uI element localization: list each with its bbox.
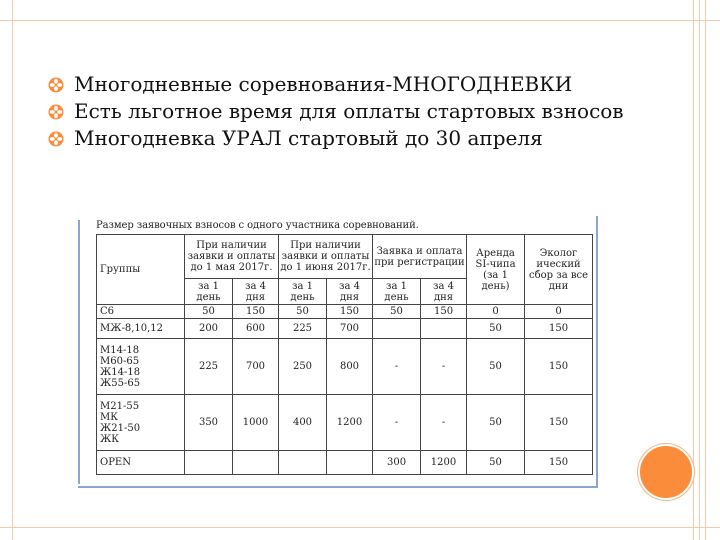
fees-table xyxy=(96,234,593,475)
header-period-may: При наличии заявки и оплаты до 1 мая 2017г. xyxy=(185,235,279,279)
cell-value: 300 xyxy=(373,451,421,475)
frame-line-top xyxy=(0,20,720,21)
bullet-text: Многодневка УРАЛ стартовый до 30 апреля xyxy=(74,126,543,150)
table-left-bar xyxy=(78,220,80,484)
cell-value: 50 xyxy=(279,305,327,319)
subheader-day1: за 1 день xyxy=(185,279,233,305)
table-row xyxy=(97,395,593,451)
cell-value: 50 xyxy=(467,319,525,339)
subheader-day1: за 1 день xyxy=(279,279,327,305)
cell-value: 50 xyxy=(185,305,233,319)
table-row xyxy=(97,451,593,475)
cell-value: 225 xyxy=(279,319,327,339)
cell-value: 250 xyxy=(279,339,327,395)
table-row xyxy=(97,305,593,319)
header-period-registration: Заявка и оплата при регистрации xyxy=(373,235,467,279)
cell-value: 1200 xyxy=(421,451,467,475)
cell-value: 700 xyxy=(327,319,373,339)
cell-value xyxy=(373,319,421,339)
frame-line-right-2 xyxy=(699,0,700,540)
cell-value: 0 xyxy=(467,305,525,319)
cell-value xyxy=(421,319,467,339)
table-row xyxy=(97,339,593,395)
cell-value: 800 xyxy=(327,339,373,395)
cell-value: - xyxy=(421,395,467,451)
cell-value: - xyxy=(373,339,421,395)
flower-bullet-icon xyxy=(48,77,64,93)
cell-group: OPEN xyxy=(97,451,185,475)
subheader-day4: за 4 дня xyxy=(233,279,279,305)
cell-value: 50 xyxy=(467,395,525,451)
frame-line-left xyxy=(12,0,13,540)
bullet-item xyxy=(48,72,668,96)
fees-table-image xyxy=(78,216,598,488)
frame-line-right-3 xyxy=(705,0,706,540)
cell-group: М14-18 М60-65 Ж14-18 Ж55-65 xyxy=(97,339,185,395)
header-eco-fee: Эколог ический сбор за все дни xyxy=(525,235,593,305)
cell-value: 200 xyxy=(185,319,233,339)
cell-value xyxy=(279,451,327,475)
header-groups: Группы xyxy=(97,235,185,305)
cell-value: 150 xyxy=(233,305,279,319)
cell-value xyxy=(185,451,233,475)
bullet-text: Есть льготное время для оплаты стартовых взносов xyxy=(74,99,624,123)
flower-bullet-icon xyxy=(48,131,64,147)
bullet-text: Многодневные соревнования-МНОГОДНЕВКИ xyxy=(74,72,573,96)
cell-value xyxy=(233,451,279,475)
frame-line-right-1 xyxy=(693,0,694,540)
header-period-june: При наличии заявки и оплаты до 1 июня 2017г. xyxy=(279,235,373,279)
cell-value: 150 xyxy=(327,305,373,319)
subheader-day4: за 4 дня xyxy=(421,279,467,305)
cell-value: 150 xyxy=(525,339,593,395)
cell-value: 350 xyxy=(185,395,233,451)
bullet-list xyxy=(48,72,668,153)
cell-value: 400 xyxy=(279,395,327,451)
table-caption: Размер заявочных взносов с одного участника соревнований. xyxy=(96,220,419,231)
subheader-day4: за 4 дня xyxy=(327,279,373,305)
cell-group: С6 xyxy=(97,305,185,319)
cell-value: 50 xyxy=(467,451,525,475)
table-row xyxy=(97,319,593,339)
bullet-item xyxy=(48,126,668,150)
cell-value: - xyxy=(421,339,467,395)
frame-line-bottom xyxy=(0,527,720,528)
cell-value: 150 xyxy=(525,451,593,475)
cell-value: 50 xyxy=(467,339,525,395)
decorative-orange-circle xyxy=(638,444,694,500)
bullet-item xyxy=(48,99,668,123)
cell-value: 0 xyxy=(525,305,593,319)
cell-value: - xyxy=(373,395,421,451)
cell-value: 1000 xyxy=(233,395,279,451)
cell-group: М21-55 МК Ж21-50 ЖК xyxy=(97,395,185,451)
cell-value: 50 xyxy=(373,305,421,319)
header-chip-rent: Аренда SI-чипа (за 1 день) xyxy=(467,235,525,305)
cell-group: МЖ-8,10,12 xyxy=(97,319,185,339)
cell-value: 150 xyxy=(421,305,467,319)
flower-bullet-icon xyxy=(48,104,64,120)
cell-value: 1200 xyxy=(327,395,373,451)
cell-value xyxy=(327,451,373,475)
cell-value: 150 xyxy=(525,395,593,451)
cell-value: 600 xyxy=(233,319,279,339)
cell-value: 225 xyxy=(185,339,233,395)
subheader-day1: за 1 день xyxy=(373,279,421,305)
cell-value: 150 xyxy=(525,319,593,339)
cell-value: 700 xyxy=(233,339,279,395)
